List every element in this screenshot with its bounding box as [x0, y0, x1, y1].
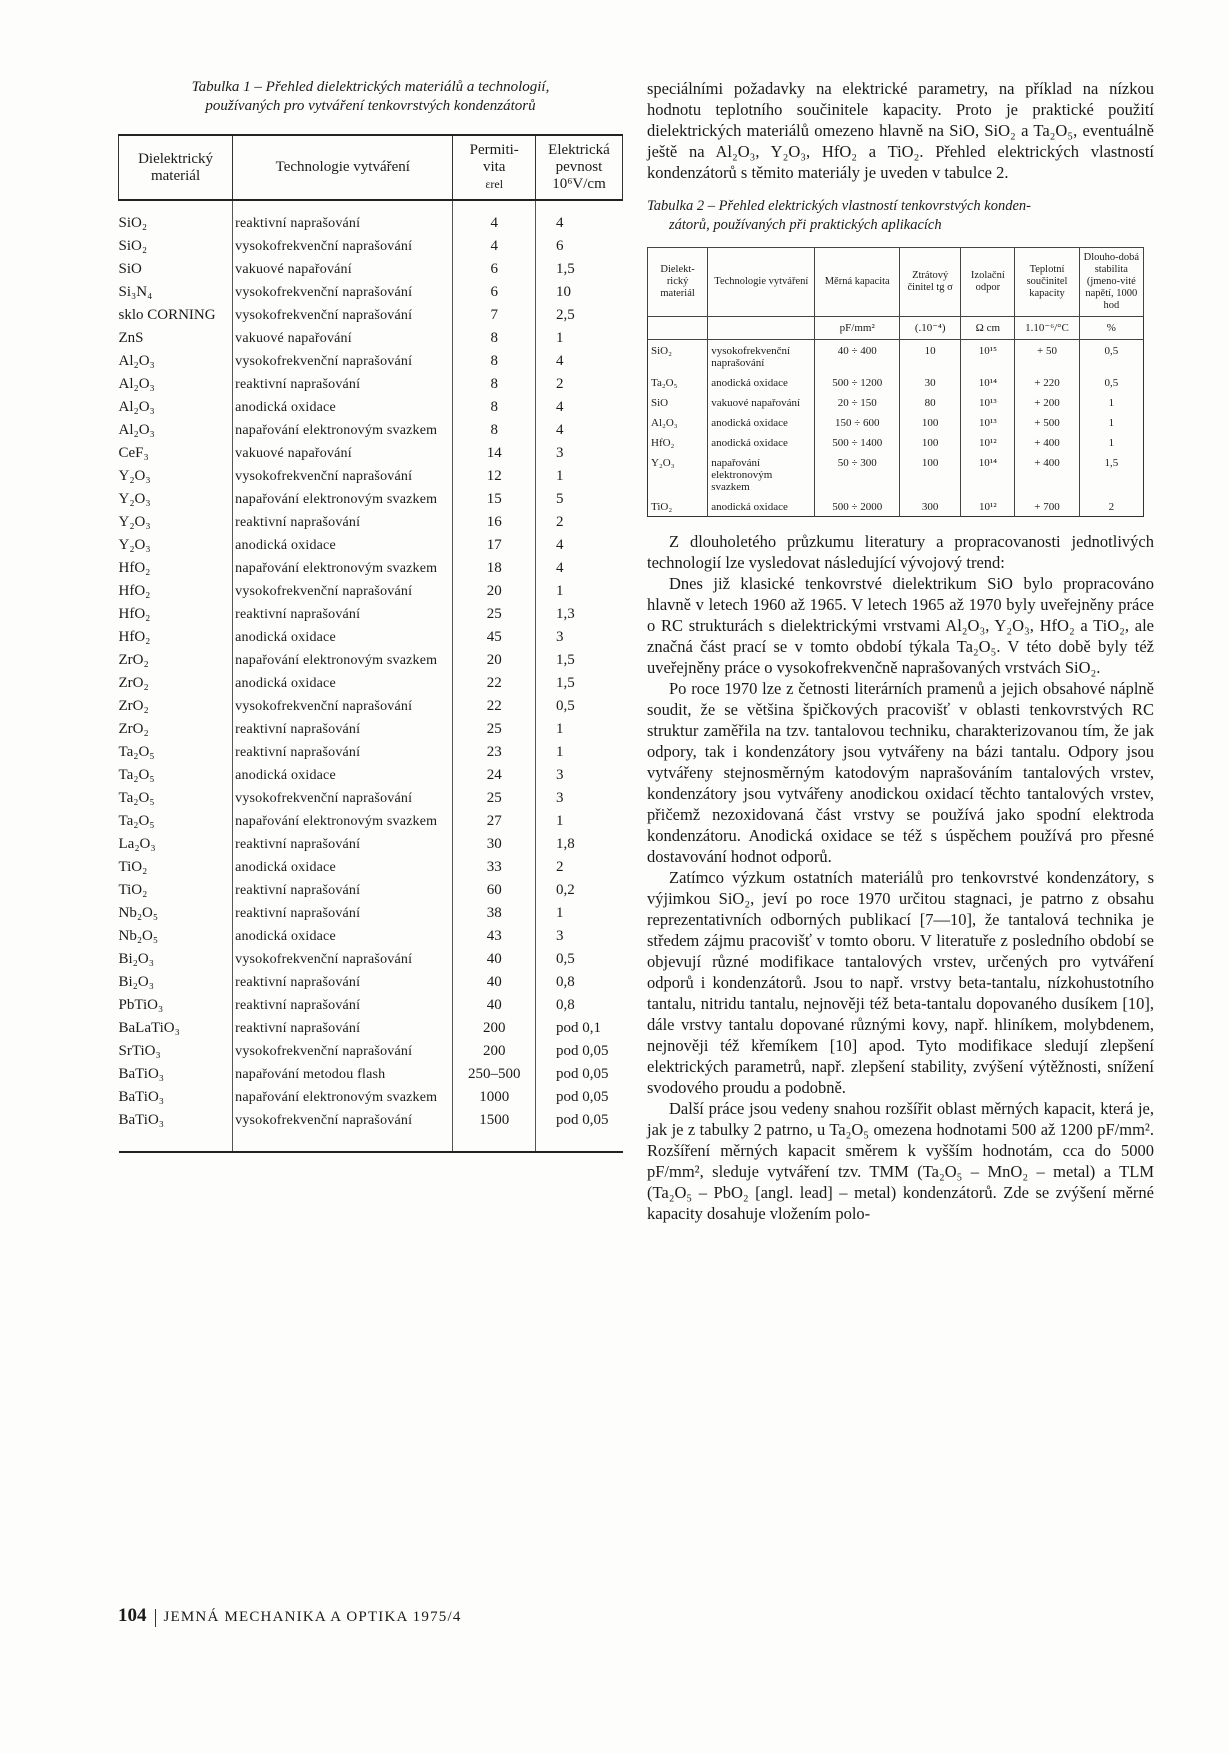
table1-caption-line2: používaných pro vytváření tenkovrstvých kondenzátorů	[205, 98, 536, 114]
table1-cell-technology: napařování elektronovým svazkem	[233, 1086, 453, 1109]
table1-cell-technology: reaktivní naprašování	[233, 718, 453, 741]
table1-row	[119, 419, 623, 442]
table1	[118, 134, 623, 1153]
body-paragraph: Dnes již klasické tenkovrstvé dielektrikum SiO bylo propracováno hlavně v letech 1960 až 1965. V letech 1965 až 1970 byly uveřejněny práce o RC strukturách s dielektrickými vrstvami Al₂O₃, Y₂O₃, HfO₂ a TiO₂, ale značná část prací se v tomto období týkala Ta₂O₅. V této době byly též uveřejněny práce o vysokofrekvenčně naprašovaných vrstvách SiO₂.	[647, 574, 1154, 677]
table1-cell-technology: reaktivní naprašování	[233, 994, 453, 1017]
table2-cell-loss: 80	[900, 392, 961, 412]
table1-cell-material: TiO₂	[118, 882, 148, 898]
table1-row	[119, 902, 623, 925]
table1-cell-permittivity: 24	[453, 764, 535, 787]
table1-row	[119, 465, 623, 488]
table1-cell-permittivity: 38	[453, 902, 535, 925]
table1-row	[119, 1109, 623, 1152]
table1-cell-strength: pod 0,1	[535, 1017, 622, 1040]
table1-cell-material: TiO₂	[118, 859, 148, 875]
table2-cell-insulation: 10¹²	[961, 432, 1015, 452]
table1-row	[119, 1017, 623, 1040]
table2-cell-capacity: 50 ÷ 300	[815, 452, 900, 496]
table2-rows	[648, 340, 1144, 517]
table1-cell-permittivity: 43	[453, 925, 535, 948]
table1-cell-material: sklo CORNING	[118, 307, 216, 323]
table1-cell-strength: 2	[535, 373, 622, 396]
table2-cell-tempcoef: + 200	[1015, 392, 1079, 412]
table2-cell-stability: 1	[1079, 392, 1143, 412]
table2-row	[648, 432, 1144, 452]
table1-cell-permittivity: 6	[453, 258, 535, 281]
table1-cell-permittivity: 33	[453, 856, 535, 879]
table1-row	[119, 580, 623, 603]
table1-cell-permittivity: 8	[453, 350, 535, 373]
table1-row	[119, 488, 623, 511]
table1-cell-strength: 4	[535, 200, 622, 235]
table1-cell-permittivity: 45	[453, 626, 535, 649]
table2-cell-material: Ta₂O₅	[651, 377, 678, 389]
table1-row	[119, 971, 623, 994]
table2-row	[648, 496, 1144, 517]
table2-cell-stability: 2	[1079, 496, 1143, 517]
table1-cell-technology: vysokofrekvenční naprašování	[233, 1040, 453, 1063]
table1-row	[119, 695, 623, 718]
table1-cell-strength: pod 0,05	[535, 1063, 622, 1086]
table2-cell-material: HfO₂	[651, 437, 675, 449]
table1-cell-technology: vakuové napařování	[233, 442, 453, 465]
table2-header-capacity: Měrná kapacita	[815, 248, 900, 317]
table2-cell-insulation: 10¹⁴	[961, 372, 1015, 392]
table1-cell-technology: vysokofrekvenční naprašování	[233, 948, 453, 971]
table1-cell-technology: napařování elektronovým svazkem	[233, 488, 453, 511]
table2-cell-material: SiO	[651, 397, 669, 409]
table2-cell-loss: 100	[900, 452, 961, 496]
table1-cell-technology: anodická oxidace	[233, 925, 453, 948]
table1-cell-permittivity: 30	[453, 833, 535, 856]
table1-cell-strength: pod 0,05	[535, 1086, 622, 1109]
table1-cell-permittivity: 6	[453, 281, 535, 304]
table1-cell-strength: 1	[535, 902, 622, 925]
table1-cell-material: ZnS	[118, 330, 144, 346]
table1-cell-material: Ta₂O₅	[118, 790, 155, 806]
table1-cell-technology: reaktivní naprašování	[233, 603, 453, 626]
table2-cell-technology: anodická oxidace	[708, 496, 815, 517]
table1-row	[119, 235, 623, 258]
table1-cell-strength: 1,5	[535, 649, 622, 672]
table2-row	[648, 372, 1144, 392]
table1-cell-technology: reaktivní naprašování	[233, 741, 453, 764]
table1-cell-strength: pod 0,05	[535, 1040, 622, 1063]
table2-cell-capacity: 500 ÷ 2000	[815, 496, 900, 517]
table2-header-insulation: Izolační odpor	[961, 248, 1015, 317]
table1-cell-technology: reaktivní naprašování	[233, 200, 453, 235]
table1-row	[119, 258, 623, 281]
table1-cell-technology: reaktivní naprašování	[233, 511, 453, 534]
table1-cell-permittivity: 8	[453, 327, 535, 350]
table1-cell-strength: 4	[535, 396, 622, 419]
table1-cell-technology: anodická oxidace	[233, 856, 453, 879]
table1-cell-material: Bi₂O₃	[118, 951, 154, 967]
table1-cell-strength: 1	[535, 327, 622, 350]
table1-cell-material: PbTiO₃	[118, 997, 164, 1013]
table2-cell-tempcoef: + 400	[1015, 452, 1079, 496]
table1-cell-technology: vysokofrekvenční naprašování	[233, 281, 453, 304]
table1-cell-technology: vysokofrekvenční naprašování	[233, 787, 453, 810]
table2-cell-insulation: 10¹³	[961, 412, 1015, 432]
table1-cell-material: Y₂O₃	[118, 468, 151, 484]
table2-row	[648, 412, 1144, 432]
table2-cell-material: Y₂O₃	[651, 457, 675, 469]
table1-cell-permittivity: 27	[453, 810, 535, 833]
table1-row	[119, 856, 623, 879]
table1-row	[119, 741, 623, 764]
table1-cell-material: Y₂O₃	[118, 514, 151, 530]
table1-row	[119, 534, 623, 557]
table1-row	[119, 327, 623, 350]
table1-row	[119, 649, 623, 672]
table2-header-technology: Technologie vytváření	[708, 248, 815, 317]
left-column	[118, 78, 623, 1153]
table2-row	[648, 340, 1144, 373]
table2-cell-capacity: 500 ÷ 1200	[815, 372, 900, 392]
table1-row	[119, 787, 623, 810]
table1-cell-material: HfO₂	[118, 560, 151, 576]
table2-header-material: Dielekt-rický materiál	[648, 248, 708, 317]
table1-cell-permittivity: 16	[453, 511, 535, 534]
table2-cell-material: Al₂O₃	[651, 417, 678, 429]
table1-cell-permittivity: 200	[453, 1017, 535, 1040]
table1-row	[119, 200, 623, 235]
table2-cell-tempcoef: + 700	[1015, 496, 1079, 517]
table1-cell-permittivity: 8	[453, 419, 535, 442]
table1-cell-material: BaTiO₃	[118, 1066, 165, 1082]
table1-cell-technology: anodická oxidace	[233, 764, 453, 787]
table1-cell-material: La₂O₃	[118, 836, 156, 852]
table1-cell-permittivity: 18	[453, 557, 535, 580]
table1-cell-strength: 1	[535, 741, 622, 764]
table1-cell-strength: 10	[535, 281, 622, 304]
table1-cell-material: Al₂O₃	[118, 422, 155, 438]
table1-cell-permittivity: 1500	[453, 1109, 535, 1152]
table2-cell-loss: 100	[900, 412, 961, 432]
table1-cell-material: Al₂O₃	[118, 376, 155, 392]
table1-cell-material: ZrO₂	[118, 721, 149, 737]
table2-cell-technology: anodická oxidace	[708, 412, 815, 432]
table1-cell-strength: 0,2	[535, 879, 622, 902]
footer-divider	[155, 1609, 156, 1627]
table1-cell-material: Al₂O₃	[118, 399, 155, 415]
table2-cell-tempcoef: + 50	[1015, 340, 1079, 373]
table2-cell-stability: 1	[1079, 412, 1143, 432]
table1-cell-material: HfO₂	[118, 583, 151, 599]
table1-cell-permittivity: 7	[453, 304, 535, 327]
table1-cell-strength: 3	[535, 787, 622, 810]
table1-row	[119, 626, 623, 649]
table1-cell-technology: vysokofrekvenční naprašování	[233, 1109, 453, 1152]
table1-cell-technology: anodická oxidace	[233, 626, 453, 649]
table1-cell-strength: 0,5	[535, 695, 622, 718]
table1-header-material: Dielektrický materiál	[119, 135, 233, 200]
table2-cell-technology: anodická oxidace	[708, 432, 815, 452]
table1-cell-strength: 1,5	[535, 258, 622, 281]
table1-row	[119, 350, 623, 373]
table1-cell-material: BaTiO₃	[118, 1089, 165, 1105]
table1-cell-permittivity: 60	[453, 879, 535, 902]
table1-cell-strength: pod 0,05	[535, 1109, 622, 1152]
body-paragraph: Další práce jsou vedeny snahou rozšířit oblast měrných kapacit, která je, jak je z tabulky 2 patrno, u Ta₂O₅ omezena hodnotami 500 až 1200 pF/mm². Rozšíření měrných kapacit směrem k vyšším hodnotám, cca do 5000 pF/mm², sleduje vytváření tzv. TMM (Ta₂O₅ – MnO₂ – metal) a TLM (Ta₂O₅ – PbO₂ [angl. lead] – metal) kondenzátorů. Zde se zvýšení měrné kapacity dosahuje vložením polo-	[647, 1099, 1154, 1223]
table1-cell-material: SiO₂	[118, 215, 148, 231]
page-number: 104	[118, 1605, 147, 1626]
table1-cell-permittivity: 4	[453, 235, 535, 258]
table1-cell-material: Y₂O₃	[118, 537, 151, 553]
table1-cell-technology: reaktivní naprašování	[233, 902, 453, 925]
table1-cell-permittivity: 25	[453, 718, 535, 741]
table1-cell-strength: 1	[535, 580, 622, 603]
intro-paragraph: speciálními požadavky na elektrické parametry, na příklad na nízkou hodnotu teplotního součinitele kapacity. Proto je praktické použití dielektrických materiálů omezeno hlavně na SiO, SiO₂ a Ta₂O₅, eventuálně ještě na Al₂O₃, Y₂O₃, HfO₂ a TiO₂. Přehled elektrických vlastností kondenzátorů s těmito materiály je uveden v tabulce 2.	[647, 79, 1154, 182]
journal-name: JEMNÁ MECHANIKA A OPTIKA 1975/4	[163, 1609, 462, 1625]
table1-cell-technology: napařování elektronovým svazkem	[233, 810, 453, 833]
table2-cell-technology: vakuové napařování	[708, 392, 815, 412]
table1-cell-technology: reaktivní naprašování	[233, 1017, 453, 1040]
table1-cell-material: Al₂O₃	[118, 353, 155, 369]
table2-cell-capacity: 40 ÷ 400	[815, 340, 900, 373]
table1-cell-permittivity: 14	[453, 442, 535, 465]
table1-row	[119, 281, 623, 304]
table2-cell-loss: 300	[900, 496, 961, 517]
table1-cell-strength: 1,3	[535, 603, 622, 626]
table1-header-row	[119, 135, 623, 200]
table1-cell-permittivity: 25	[453, 787, 535, 810]
table1-cell-material: SiO	[118, 261, 142, 277]
table1-cell-technology: vakuové napařování	[233, 327, 453, 350]
table2-cell-loss: 100	[900, 432, 961, 452]
table1-cell-material: BaTiO₃	[119, 1109, 233, 1152]
table1-cell-technology: napařování elektronovým svazkem	[233, 419, 453, 442]
table1-cell-permittivity: 23	[453, 741, 535, 764]
table2-cell-technology: anodická oxidace	[708, 372, 815, 392]
table1-row	[119, 833, 623, 856]
body-paragraph: Po roce 1970 lze z četnosti literárních pramenů a jejich obsahové náplně soudit, že se většina špičkových pracovišť v oblasti tenkovrstvých RC struktur zaměřila na tzv. tantalovou techniku, charakterizovanou tím, že jak odpory, tak i kondenzátory jsou vytvářeny na bázi tantalu. Odpory jsou vytvářeny stejnosměrným katodovým naprašováním tantalových vrstev, kondenzátory jsou vytvářeny anodickou oxidací těchto tantalových vrstev, přičemž nezoxidovaná část vrstvy se používá jako spodní elektroda kondenzátoru. Anodická oxidace se též s úspěchem používá pro přesné dostavování hodnot odporů.	[647, 679, 1154, 866]
table2	[647, 247, 1144, 517]
table1-cell-strength: 4	[535, 350, 622, 373]
table1-row	[119, 925, 623, 948]
table1-cell-material: Bi₂O₃	[118, 974, 154, 990]
table1-row	[119, 672, 623, 695]
table1-cell-permittivity: 250–500	[453, 1063, 535, 1086]
table1-row	[119, 557, 623, 580]
table2-cell-tempcoef: + 400	[1015, 432, 1079, 452]
table1-cell-permittivity: 40	[453, 994, 535, 1017]
table1-row	[119, 948, 623, 971]
table1-row	[119, 764, 623, 787]
table1-cell-material: ZrO₂	[118, 698, 149, 714]
table2-cell-capacity: 150 ÷ 600	[815, 412, 900, 432]
table1-cell-technology: anodická oxidace	[233, 534, 453, 557]
table1-cell-strength: 4	[535, 419, 622, 442]
table2-cell-stability: 0,5	[1079, 372, 1143, 392]
table1-cell-technology: anodická oxidace	[233, 672, 453, 695]
table1-cell-material: ZrO₂	[118, 652, 149, 668]
table2-cell-material: TiO₂	[651, 501, 673, 513]
table1-row	[119, 373, 623, 396]
table1-row	[119, 810, 623, 833]
table1-cell-strength: 3	[535, 925, 622, 948]
table1-caption	[118, 78, 623, 116]
table1-row	[119, 442, 623, 465]
table2-cell-capacity: 500 ÷ 1400	[815, 432, 900, 452]
table1-cell-technology: vysokofrekvenční naprašování	[233, 695, 453, 718]
table1-caption-line1: Tabulka 1 – Přehled dielektrických materiálů a technologií,	[191, 79, 550, 95]
table2-cell-insulation: 10¹⁴	[961, 452, 1015, 496]
table2-cell-stability: 1	[1079, 432, 1143, 452]
right-column	[647, 78, 1154, 1224]
table1-cell-strength: 0,5	[535, 948, 622, 971]
table1-row	[119, 1063, 623, 1086]
table1-cell-strength: 6	[535, 235, 622, 258]
table1-row	[119, 304, 623, 327]
table2-body	[648, 317, 1144, 340]
table1-cell-permittivity: 40	[453, 971, 535, 994]
table1-cell-technology: vysokofrekvenční naprašování	[233, 465, 453, 488]
table1-cell-material: ZrO₂	[118, 675, 149, 691]
table2-cell-technology: napařování elektronovým svazkem	[708, 452, 815, 496]
page-footer	[118, 1605, 462, 1627]
table1-cell-material: BaLaTiO₃	[118, 1020, 180, 1036]
table1-cell-material: SiO₂	[118, 238, 148, 254]
table2-cell-loss: 30	[900, 372, 961, 392]
table1-cell-material: Nb₂O₅	[118, 905, 159, 921]
table1-cell-technology: reaktivní naprašování	[233, 879, 453, 902]
table1-cell-technology: reaktivní naprašování	[233, 373, 453, 396]
table1-cell-permittivity: 22	[453, 695, 535, 718]
table1-cell-strength: 4	[535, 534, 622, 557]
table2-cell-insulation: 10¹⁵	[961, 340, 1015, 373]
table2-row	[648, 452, 1144, 496]
table1-cell-permittivity: 1000	[453, 1086, 535, 1109]
table2-header-row	[648, 248, 1144, 317]
table1-row	[119, 994, 623, 1017]
table1-cell-strength: 0,8	[535, 994, 622, 1017]
table1-cell-technology: vysokofrekvenční naprašování	[233, 350, 453, 373]
table1-cell-strength: 3	[535, 442, 622, 465]
table2-caption: Tabulka 2 – Přehled elektrických vlastností tenkovrstvých konden- zátorů, používaných při praktických aplikacích	[647, 198, 1031, 233]
table1-body	[119, 200, 623, 1152]
table2-cell-insulation: 10¹²	[961, 496, 1015, 517]
table2-cell-insulation: 10¹³	[961, 392, 1015, 412]
table1-cell-permittivity: 12	[453, 465, 535, 488]
table1-cell-permittivity: 20	[453, 580, 535, 603]
table1-cell-technology: reaktivní naprašování	[233, 971, 453, 994]
table1-cell-strength: 1,8	[535, 833, 622, 856]
table2-header-loss: Ztrátový činitel tg σ	[900, 248, 961, 317]
table1-header-technology: Technologie vytváření	[233, 135, 453, 200]
table1-cell-strength: 1	[535, 718, 622, 741]
table1-cell-strength: 2	[535, 856, 622, 879]
table2-cell-stability: 0,5	[1079, 340, 1143, 373]
table1-cell-material: Nb₂O₅	[118, 928, 159, 944]
table1-cell-strength: 1,5	[535, 672, 622, 695]
table1-cell-strength: 4	[535, 557, 622, 580]
table1-cell-technology: vysokofrekvenční naprašování	[233, 235, 453, 258]
table1-cell-technology: vakuové napařování	[233, 258, 453, 281]
table1-cell-strength: 0,8	[535, 971, 622, 994]
table1-row	[119, 718, 623, 741]
table2-cell-loss: 10	[900, 340, 961, 373]
table1-cell-permittivity: 8	[453, 396, 535, 419]
table1-row	[119, 511, 623, 534]
table1-row	[119, 879, 623, 902]
table1-cell-material: Si₃N₄	[118, 284, 153, 300]
table1-cell-permittivity: 15	[453, 488, 535, 511]
table2-cell-stability: 1,5	[1079, 452, 1143, 496]
table2-cell-material: SiO₂	[651, 345, 672, 357]
table1-header-permittivity: Permiti- vita εrel	[453, 135, 535, 200]
table2-units-row: pF/mm² (.10⁻⁴) Ω cm 1.10⁻⁶/°C %	[648, 317, 1144, 340]
table2-cell-capacity: 20 ÷ 150	[815, 392, 900, 412]
table1-cell-permittivity: 4	[453, 200, 535, 235]
table1-cell-technology: vysokofrekvenční naprašování	[233, 304, 453, 327]
table1-cell-permittivity: 25	[453, 603, 535, 626]
table1-cell-strength: 1	[535, 810, 622, 833]
table2-row	[648, 392, 1144, 412]
table1-cell-material: Ta₂O₅	[118, 813, 155, 829]
table1-cell-permittivity: 22	[453, 672, 535, 695]
table1-cell-technology: napařování metodou flash	[233, 1063, 453, 1086]
table1-row	[119, 1040, 623, 1063]
table1-cell-technology: reaktivní naprašování	[233, 833, 453, 856]
table1-cell-permittivity: 40	[453, 948, 535, 971]
table2-header-stability: Dlouho-dobá stabilita (jmeno-vité napětí, 1000 hod	[1079, 248, 1143, 317]
table1-cell-technology: vysokofrekvenční naprašování	[233, 580, 453, 603]
table1-cell-technology: napařování elektronovým svazkem	[233, 557, 453, 580]
body-text	[647, 531, 1154, 1224]
table1-cell-technology: anodická oxidace	[233, 396, 453, 419]
table1-cell-permittivity: 20	[453, 649, 535, 672]
table1-cell-material: HfO₂	[118, 629, 151, 645]
table1-row	[119, 396, 623, 419]
table1-cell-technology: napařování elektronovým svazkem	[233, 649, 453, 672]
table1-cell-material: SrTiO₃	[118, 1043, 161, 1059]
table1-cell-material: HfO₂	[118, 606, 151, 622]
table1-cell-material: Y₂O₃	[118, 491, 151, 507]
table1-row	[119, 1086, 623, 1109]
table1-cell-material: Ta₂O₅	[118, 744, 155, 760]
table1-cell-material: CeF₃	[118, 445, 149, 461]
table1-cell-material: Ta₂O₅	[118, 767, 155, 783]
table1-cell-strength: 3	[535, 626, 622, 649]
table2-cell-tempcoef: + 220	[1015, 372, 1079, 392]
table1-row	[119, 603, 623, 626]
table1-cell-strength: 5	[535, 488, 622, 511]
table1-cell-strength: 3	[535, 764, 622, 787]
body-paragraph: Z dlouholetého průzkumu literatury a propracovanosti jednotlivých technologií lze vysledovat následující vývojový trend:	[647, 532, 1154, 572]
table2-cell-tempcoef: + 500	[1015, 412, 1079, 432]
table1-cell-permittivity: 200	[453, 1040, 535, 1063]
table1-header-strength: Elektrická pevnost 10⁶V/cm	[535, 135, 622, 200]
table1-cell-strength: 2,5	[535, 304, 622, 327]
table1-cell-strength: 2	[535, 511, 622, 534]
table2-header-tempcoef: Teplotní součinitel kapacity	[1015, 248, 1079, 317]
table1-cell-permittivity: 17	[453, 534, 535, 557]
table2-cell-technology: vysokofrekvenční naprašování	[708, 340, 815, 373]
table1-cell-permittivity: 8	[453, 373, 535, 396]
body-paragraph: Zatímco výzkum ostatních materiálů pro tenkovrstvé kondenzátory, s výjimkou SiO₂, jeví po roce 1970 určitou stagnaci, je patrno z obsahu reprezentativních odborných publikací [7—10], že tantalová technika je středem zájmu pracovišť v tomto oboru. V literatuře z posledního období se objevují různé modifikace tantalových vrstev, určených pro vytváření odporů i kondenzátorů. Jsou to např. vrstvy beta-tantalu, nízkohustotního tantalu, nitridu tantalu, nejnověji též beta-tantalu dopovaného dusíkem [10], dále vrstvy tantalu dopované různými kovy, např. hliníkem, molybdenem, nejnověji též křemíkem [10] apod. Tyto modifikace sledují zlepšení elektrických parametrů, např. zlepšení stability, zvýšení výtěžnosti, snížení svodového proudu a podobně.	[647, 868, 1154, 1097]
table1-cell-strength: 1	[535, 465, 622, 488]
